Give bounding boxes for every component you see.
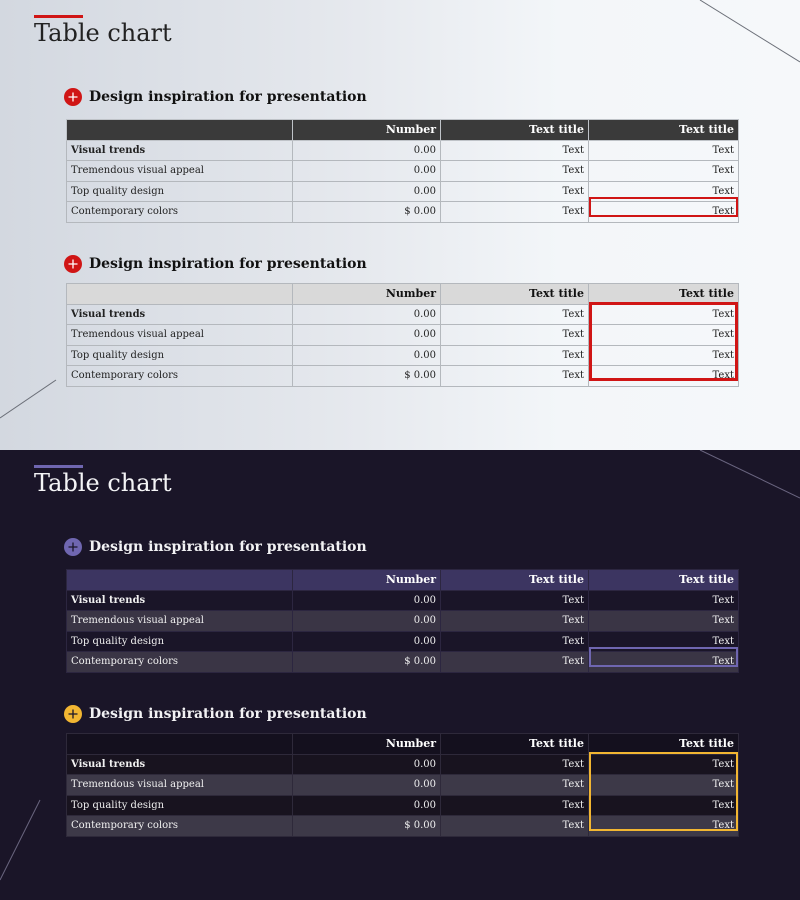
text-cell: Text <box>589 590 739 611</box>
header-cell: Text title <box>589 120 739 141</box>
section-title: Design inspiration for presentation <box>89 256 367 272</box>
header-cell <box>67 120 293 141</box>
number-cell: 0.00 <box>293 590 441 611</box>
table-row <box>67 795 739 816</box>
text-cell: Text <box>441 366 589 387</box>
number-cell: 0.00 <box>293 325 441 346</box>
section-title: Design inspiration for presentation <box>89 539 367 555</box>
data-table <box>66 119 739 223</box>
row-label: Tremendous visual appeal <box>67 325 293 346</box>
table-header-row <box>67 284 739 305</box>
text-cell: Text <box>441 631 589 652</box>
text-cell: Text <box>441 181 589 202</box>
row-label: Contemporary colors <box>67 816 293 837</box>
number-cell: 0.00 <box>293 140 441 161</box>
number-cell: $ 0.00 <box>293 202 441 223</box>
row-label: Tremendous visual appeal <box>67 161 293 182</box>
number-cell: 0.00 <box>293 631 441 652</box>
number-cell: 0.00 <box>293 345 441 366</box>
text-cell: Text <box>589 181 739 202</box>
number-cell: $ 0.00 <box>293 816 441 837</box>
table-row <box>67 366 739 387</box>
table-row <box>67 325 739 346</box>
text-cell: Text <box>589 140 739 161</box>
section-heading <box>64 253 367 275</box>
table-row <box>67 181 739 202</box>
plus-circle-icon <box>64 255 82 273</box>
row-label: Contemporary colors <box>67 366 293 387</box>
text-cell: Text <box>441 140 589 161</box>
number-cell: 0.00 <box>293 611 441 632</box>
text-cell: Text <box>441 590 589 611</box>
row-label: Tremendous visual appeal <box>67 775 293 796</box>
text-cell: Text <box>589 202 739 223</box>
text-cell: Text <box>589 345 739 366</box>
text-cell: Text <box>441 161 589 182</box>
table-header-row <box>67 570 739 591</box>
number-cell: 0.00 <box>293 795 441 816</box>
number-cell: 0.00 <box>293 754 441 775</box>
header-cell: Text title <box>589 570 739 591</box>
header-cell <box>67 734 293 755</box>
text-cell: Text <box>441 345 589 366</box>
text-cell: Text <box>441 754 589 775</box>
header-cell: Text title <box>589 284 739 305</box>
header-cell: Text title <box>441 734 589 755</box>
plus-circle-icon <box>64 538 82 556</box>
table-row <box>67 202 739 223</box>
text-cell: Text <box>589 366 739 387</box>
row-label: Top quality design <box>67 795 293 816</box>
text-cell: Text <box>589 816 739 837</box>
row-label: Top quality design <box>67 345 293 366</box>
number-cell: 0.00 <box>293 304 441 325</box>
text-cell: Text <box>589 161 739 182</box>
number-cell: 0.00 <box>293 161 441 182</box>
header-cell: Number <box>293 570 441 591</box>
header-cell: Text title <box>441 284 589 305</box>
table-row <box>67 754 739 775</box>
row-label: Top quality design <box>67 631 293 652</box>
text-cell: Text <box>441 652 589 673</box>
text-cell: Text <box>589 631 739 652</box>
slide-title: Table chart <box>34 469 172 497</box>
table-row <box>67 816 739 837</box>
section-title: Design inspiration for presentation <box>89 89 367 105</box>
text-cell: Text <box>589 754 739 775</box>
text-cell: Text <box>589 652 739 673</box>
text-cell: Text <box>441 775 589 796</box>
section-heading <box>64 536 367 558</box>
header-cell: Text title <box>441 570 589 591</box>
section-title: Design inspiration for presentation <box>89 706 367 722</box>
section-heading <box>64 703 367 725</box>
row-label: Contemporary colors <box>67 202 293 223</box>
text-cell: Text <box>441 795 589 816</box>
header-cell: Number <box>293 120 441 141</box>
number-cell: $ 0.00 <box>293 652 441 673</box>
text-cell: Text <box>441 816 589 837</box>
text-cell: Text <box>441 202 589 223</box>
data-table <box>66 569 739 673</box>
header-cell: Number <box>293 284 441 305</box>
section-heading <box>64 86 367 108</box>
number-cell: 0.00 <box>293 181 441 202</box>
header-cell <box>67 570 293 591</box>
text-cell: Text <box>589 775 739 796</box>
text-cell: Text <box>589 611 739 632</box>
header-cell: Text title <box>441 120 589 141</box>
plus-circle-icon <box>64 705 82 723</box>
table-row <box>67 161 739 182</box>
plus-circle-icon <box>64 88 82 106</box>
text-cell: Text <box>589 304 739 325</box>
data-table <box>66 733 739 837</box>
number-cell: $ 0.00 <box>293 366 441 387</box>
table-row <box>67 590 739 611</box>
table-row <box>67 775 739 796</box>
table-row <box>67 140 739 161</box>
table-row <box>67 611 739 632</box>
row-label: Contemporary colors <box>67 652 293 673</box>
table-row <box>67 631 739 652</box>
table-row <box>67 345 739 366</box>
dark-slide <box>0 450 800 900</box>
row-label: Visual trends <box>67 754 293 775</box>
row-label: Tremendous visual appeal <box>67 611 293 632</box>
text-cell: Text <box>441 304 589 325</box>
row-label: Visual trends <box>67 304 293 325</box>
table-header-row <box>67 120 739 141</box>
header-cell: Text title <box>589 734 739 755</box>
text-cell: Text <box>589 795 739 816</box>
table-row <box>67 652 739 673</box>
table-row <box>67 304 739 325</box>
slide-title: Table chart <box>34 19 172 47</box>
header-cell: Number <box>293 734 441 755</box>
header-cell <box>67 284 293 305</box>
text-cell: Text <box>441 325 589 346</box>
table-header-row <box>67 734 739 755</box>
row-label: Visual trends <box>67 590 293 611</box>
text-cell: Text <box>441 611 589 632</box>
number-cell: 0.00 <box>293 775 441 796</box>
row-label: Visual trends <box>67 140 293 161</box>
row-label: Top quality design <box>67 181 293 202</box>
data-table <box>66 283 739 387</box>
text-cell: Text <box>589 325 739 346</box>
